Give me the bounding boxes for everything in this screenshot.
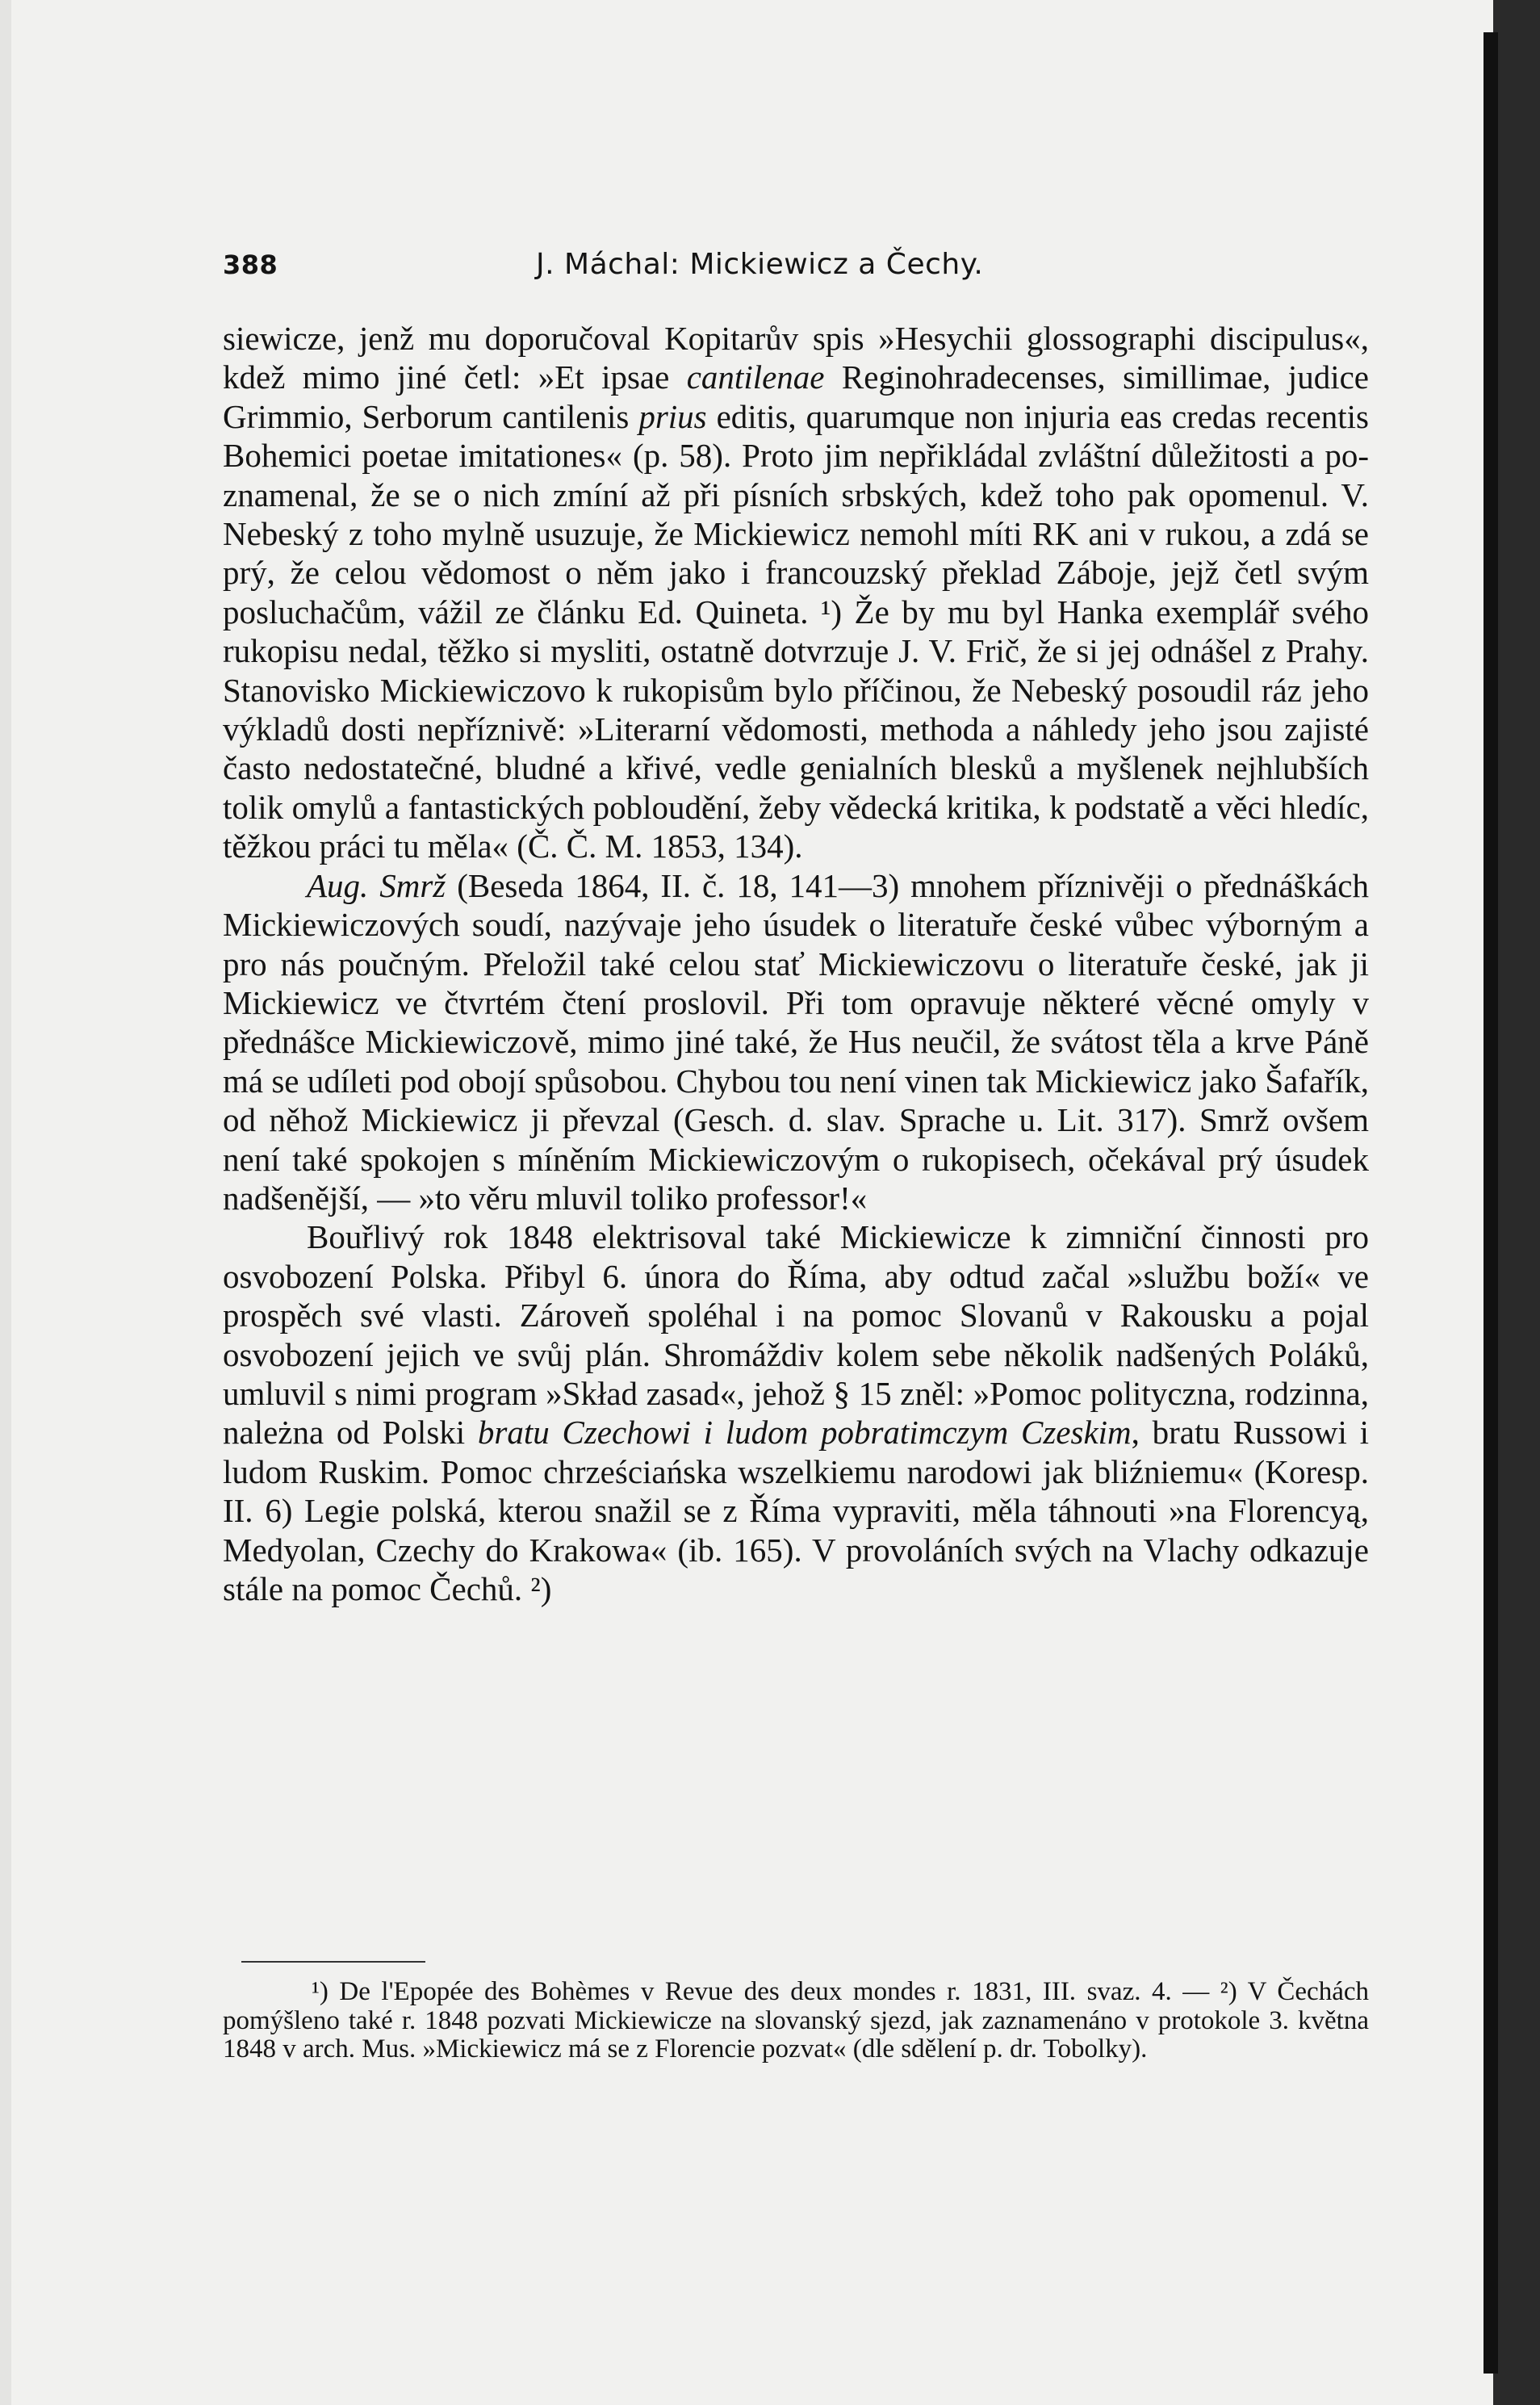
footnote-rule: [241, 1961, 425, 1963]
text-run: Bouřlivý rok 1848 elektrisoval také Mickiewicze k zimniční činnosti pro osvobození Polska. Přibyl 6. února do Říma, aby odtud začal »službu boží« ve prospěch své vlasti. Zároveň spoléhal i na pomoc Slovanů v Rakousku a pojal osvobození jejich ve svůj plán. Shromáždiv kolem sebe několik nadšených Poláků, umluvil s nimi program »Skład zasad«, jehož § 15 zněl: »Pomoc polityczna, rodzinna, należna od Polski: [223, 1218, 1369, 1452]
paragraph: [223, 319, 1369, 866]
text-run: (Beseda 1864, II. č. 18, 141—3) mnohem příznivěji o přednáškách Mickiewiczových soudí, nazývaje jeho úsudek o literatuře české vůbec výborným a pro nás poučným. Přeložil také celou stať Mickiewiczovu o literatuře české, jak ji Mickiewicz ve čtvrtém čtení proslovil. Při tom opravuje některé věcné omyly v přednášce Mickiewiczově, mimo jiné také, že Hus neučil, že svátost těla a krve Páně má se udíleti pod obojí spůsobou. Chybou tou není vinen tak Mickiewicz jako Šafařík, od něhož Mickiewicz ji převzal (Gesch. d. slav. Sprache u. Lit. 317). Smrž ovšem není také spokojen s míněním Mickiewiczovým o rukopisech, očekával prý úsudek nadšenější, — »to věru mluvil toliko professor!«: [223, 866, 1369, 1217]
page-number: 388: [223, 249, 278, 280]
footnotes: [223, 1978, 1369, 2064]
text-run: editis, quarumque non injuria eas credas recentis Bohemici poetae imitationes« (p. 58). Proto jim nepřikládal zvláštní důležitosti a poznamenal, že se o nich zmíní až při písních srbských, kdež toho pak opomenul. V. Nebeský z toho mylně usuzuje, že Mickiewicz nemohl míti RK ani v rukou, a zdá se prý, že celou vědomost o něm jako i francouzský překlad Záboje, jejž četl svým posluchačům, vážil ze článku Ed. Quineta. ¹) Že by mu byl Hanka exemplář svého rukopisu nedal, těžko si mysliti, ostatně dotvrzuje J. V. Frič, že si jej odnášel z Prahy. Stanovisko Mickiewiczovo k rukopisům bylo příčinou, že Nebeský posoudil ráz jeho výkladů dosti nepříznivě: »Literarní vědomosti, methoda a náhledy jeho jsou zajisté často nedostatečné, bludné a křivé, vedle genialních blesků a myšlenek nejhlubších tolik omylů a fantastických pobloudění, žeby vědecká kritika, k podstatě a věci hledíc, těžkou práci tu měla« (Č. Č. M. 1853, 134).: [223, 397, 1369, 865]
text-run: siewicze, jenž mu doporučoval Kopitarův spis »Hesychii glossographi discipulus«, kdež mimo jiné četl: »Et ipsae: [223, 320, 1369, 396]
italic-text: bratu Czechowi i ludom pobratimczym Czeskim: [477, 1414, 1132, 1452]
footnote: ¹) De l'Epopée des Bohèmes v Revue des deux mondes r. 1831, III. svaz. 4. — ²) V Čechách pomýšleno také r. 1848 pozvati Mickiewicze na slovanský sjezd, jak zaznamenáno v protokole 3. května 1848 v arch. Mus. »Mickiewicz má se z Florencie pozvat« (dle sdělení p. dr. Tobolky).: [223, 1977, 1369, 2064]
text-run: , bratu Russowi i ludom Ruskim. Pomoc chrześciańska wszelkiemu narodowi jak bliźniemu« (Koresp. II. 6) Legie polská, kterou snažil se z Říma vypraviti, měla táhnouti »na Florencyą, Medyolan, Czechy do Krakowa« (ib. 165). V provoláních svých na Vlachy odkazuje stále na pomoc Čechů. ²): [223, 1414, 1369, 1607]
page-edge: [1484, 32, 1498, 2374]
running-title: J. Máchal: Mickiewicz a Čechy.: [536, 248, 984, 281]
body-text: [223, 319, 1369, 1608]
paragraph: [223, 1217, 1369, 1608]
italic-text: Aug. Smrž: [307, 866, 446, 904]
text-run: Reginohradecenses, simillimae, judice Grimmio, Serborum cantilenis: [223, 358, 1369, 435]
page-header: [223, 246, 1369, 282]
italic-text: prius: [638, 397, 707, 435]
paragraph: [223, 866, 1369, 1218]
italic-text: cantilenae: [686, 358, 825, 396]
